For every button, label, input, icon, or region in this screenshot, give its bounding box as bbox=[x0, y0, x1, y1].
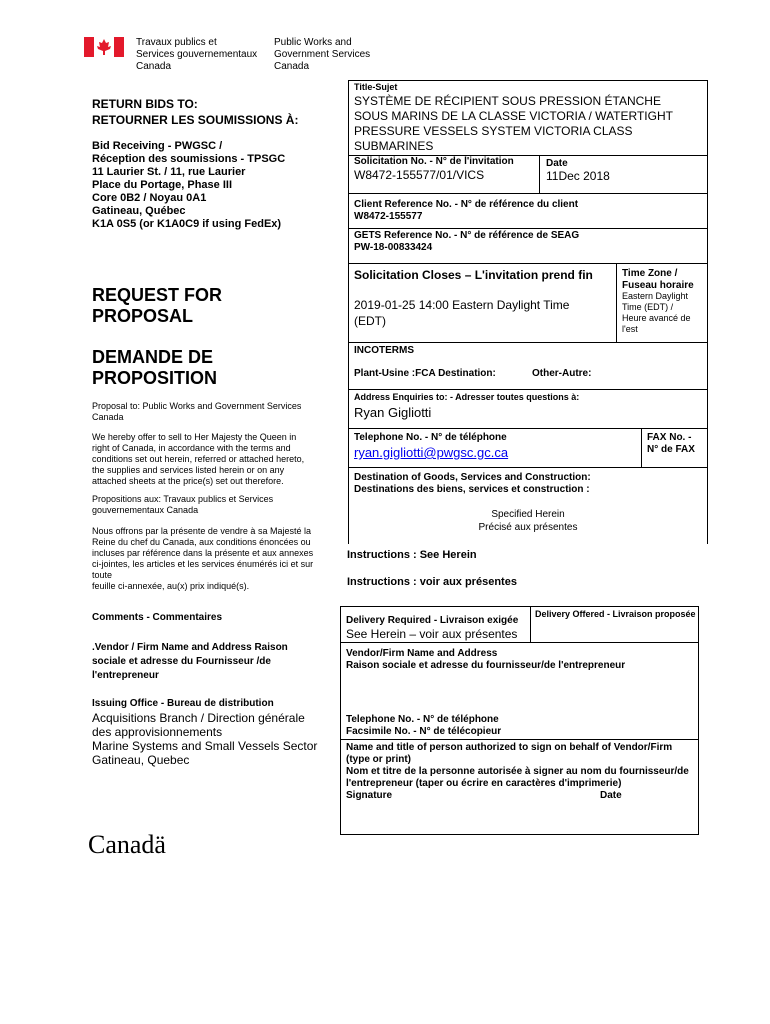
timezone-label: Time Zone / Fuseau horaire bbox=[622, 268, 694, 291]
date-label: Date bbox=[546, 158, 568, 169]
date-value: 11Dec 2018 bbox=[546, 169, 610, 183]
proposal-to: Proposal to: Public Works and Government Services Canada bbox=[92, 401, 302, 422]
telephone-label: Telephone No. - N° de téléphone bbox=[354, 432, 507, 443]
incoterms-label: INCOTERMS bbox=[354, 345, 414, 356]
title-label: Title-Sujet bbox=[354, 82, 398, 92]
offer-text-en: We hereby offer to sell to Her Majesty the Queen in right of Canada, in accordance with the terms and conditions set out herein, referred or attached hereto, the supplies and services listed herein or on any attached sheets at the price(s) set out therefore. bbox=[92, 432, 305, 486]
vendor-label-left: .Vendor / Firm Name and Address Raison sociale et adresse du Fournisseur /de l'entrepreneur bbox=[92, 642, 288, 681]
gets-value: PW-18-00833424 bbox=[354, 242, 433, 253]
solicitation-label: Solicitation No. - N° de l'invitation bbox=[354, 156, 514, 167]
facsimile-label: Facsimile No. - N° de télécopieur bbox=[346, 726, 502, 737]
canada-flag-icon bbox=[84, 37, 124, 57]
enquiries-label: Address Enquiries to: - Adresser toutes questions à: bbox=[354, 392, 580, 402]
signer-label: Name and title of person authorized to sign on behalf of Vendor/Firm (type or print) Nom et titre de la personne autorisée à signer au nom du fournisseur/de l'entrepreneur (taper ou écrire en caractères d'imprimerie) bbox=[346, 742, 689, 789]
instructions-fr: Instructions : voir aux présentes bbox=[347, 576, 517, 588]
destination-right-border bbox=[707, 467, 708, 544]
destination-label: Destination of Goods, Services and Construction: Destinations des biens, services et construction : bbox=[354, 472, 591, 495]
instructions-en: Instructions : See Herein bbox=[347, 549, 477, 561]
destination-top-border bbox=[348, 467, 708, 468]
other-autre: Other-Autre: bbox=[532, 368, 592, 379]
title-value: SYSTÈME DE RÉCIPIENT SOUS PRESSION ÉTANCHE SOUS MARINS DE LA CLASSE VICTORIA / WATERTIGHT PRESSURE VESSELS SYSTEM VICTORIA CLASS SUBMARINES bbox=[354, 94, 673, 153]
retourner-heading: RETOURNER LES SOUMISSIONS À: bbox=[92, 113, 299, 127]
delivery-required-label: Delivery Required - Livraison exigée bbox=[346, 615, 519, 626]
department-name-fr: Travaux publics et Services gouvernementaux Canada bbox=[136, 37, 258, 72]
propositions-aux: Propositions aux: Travaux publics et Services gouvernementaux Canada bbox=[92, 494, 274, 515]
contact-email-link[interactable]: ryan.gigliotti@pwgsc.gc.ca bbox=[354, 445, 509, 460]
gets-label: GETS Reference No. - N° de référence de SEAG bbox=[354, 230, 580, 241]
destination-value: Specified Herein Précisé aux présentes bbox=[478, 509, 578, 533]
delivery-offered-label: Delivery Offered - Livraison proposée bbox=[535, 609, 696, 619]
vendor-firm-label: Vendor/Firm Name and Address Raison sociale et adresse du fournisseur/de l'entrepreneur bbox=[346, 648, 626, 671]
signature-date-label: Date bbox=[600, 790, 622, 801]
department-name-en: Public Works and Government Services Canada bbox=[274, 37, 371, 72]
delivery-required-value: See Herein – voir aux présentes bbox=[346, 627, 518, 641]
timezone-value: Eastern Daylight Time (EDT) / Heure avancé de l'est bbox=[622, 291, 691, 334]
plant-usine-destination: Plant-Usine :FCA Destination: bbox=[354, 368, 496, 379]
closes-value: 2019-01-25 14:00 Eastern Daylight Time (EDT) bbox=[354, 298, 570, 328]
bid-receiving-address: Bid Receiving - PWGSC / Réception des soumissions - TPSGC 11 Laurier St. / 11, rue Laurier Place du Portage, Phase III Core 0B2 / Noyau 0A1 Gatineau, Québec K1A 0S5 (or K1A0C9 if using FedEx) bbox=[92, 140, 286, 230]
dp-title: DEMANDE DE PROPOSITION bbox=[92, 347, 218, 388]
issuing-office-value: Acquisitions Branch / Direction générale des approvisionnements Marine Systems and Small Vessels Sector Gatineau, Quebec bbox=[92, 711, 318, 767]
issuing-office-label: Issuing Office - Bureau de distribution bbox=[92, 698, 274, 709]
client-ref-value: W8472-155577 bbox=[354, 211, 423, 222]
closes-label: Solicitation Closes – L'invitation prend fin bbox=[354, 268, 593, 282]
comments-label: Comments - Commentaires bbox=[92, 612, 223, 623]
client-ref-label: Client Reference No. - N° de référence du client bbox=[354, 199, 579, 210]
signature-label: Signature bbox=[346, 790, 393, 801]
enquiries-value: Ryan Gigliotti bbox=[354, 405, 432, 420]
return-bids-heading: RETURN BIDS TO: bbox=[92, 97, 198, 111]
telephone-label-vendor: Telephone No. - N° de téléphone bbox=[346, 714, 499, 725]
offer-text-fr: Nous offrons par la présente de vendre à sa Majesté la Reine du chef du Canada, aux conditions énoncées ou incluses par référence dans la présente et aux annexes ci-jointes, les articles et les services énumérés ici et sur toute feuille ci-annexée, au(x) prix indiqué(s). bbox=[92, 526, 314, 591]
rfp-title: REQUEST FOR PROPOSAL bbox=[92, 285, 223, 326]
fax-label: FAX No. - N° de FAX bbox=[647, 432, 695, 455]
solicitation-value: W8472-155577/01/VICS bbox=[354, 168, 485, 182]
canada-wordmark-logo: Canadä bbox=[88, 830, 166, 859]
